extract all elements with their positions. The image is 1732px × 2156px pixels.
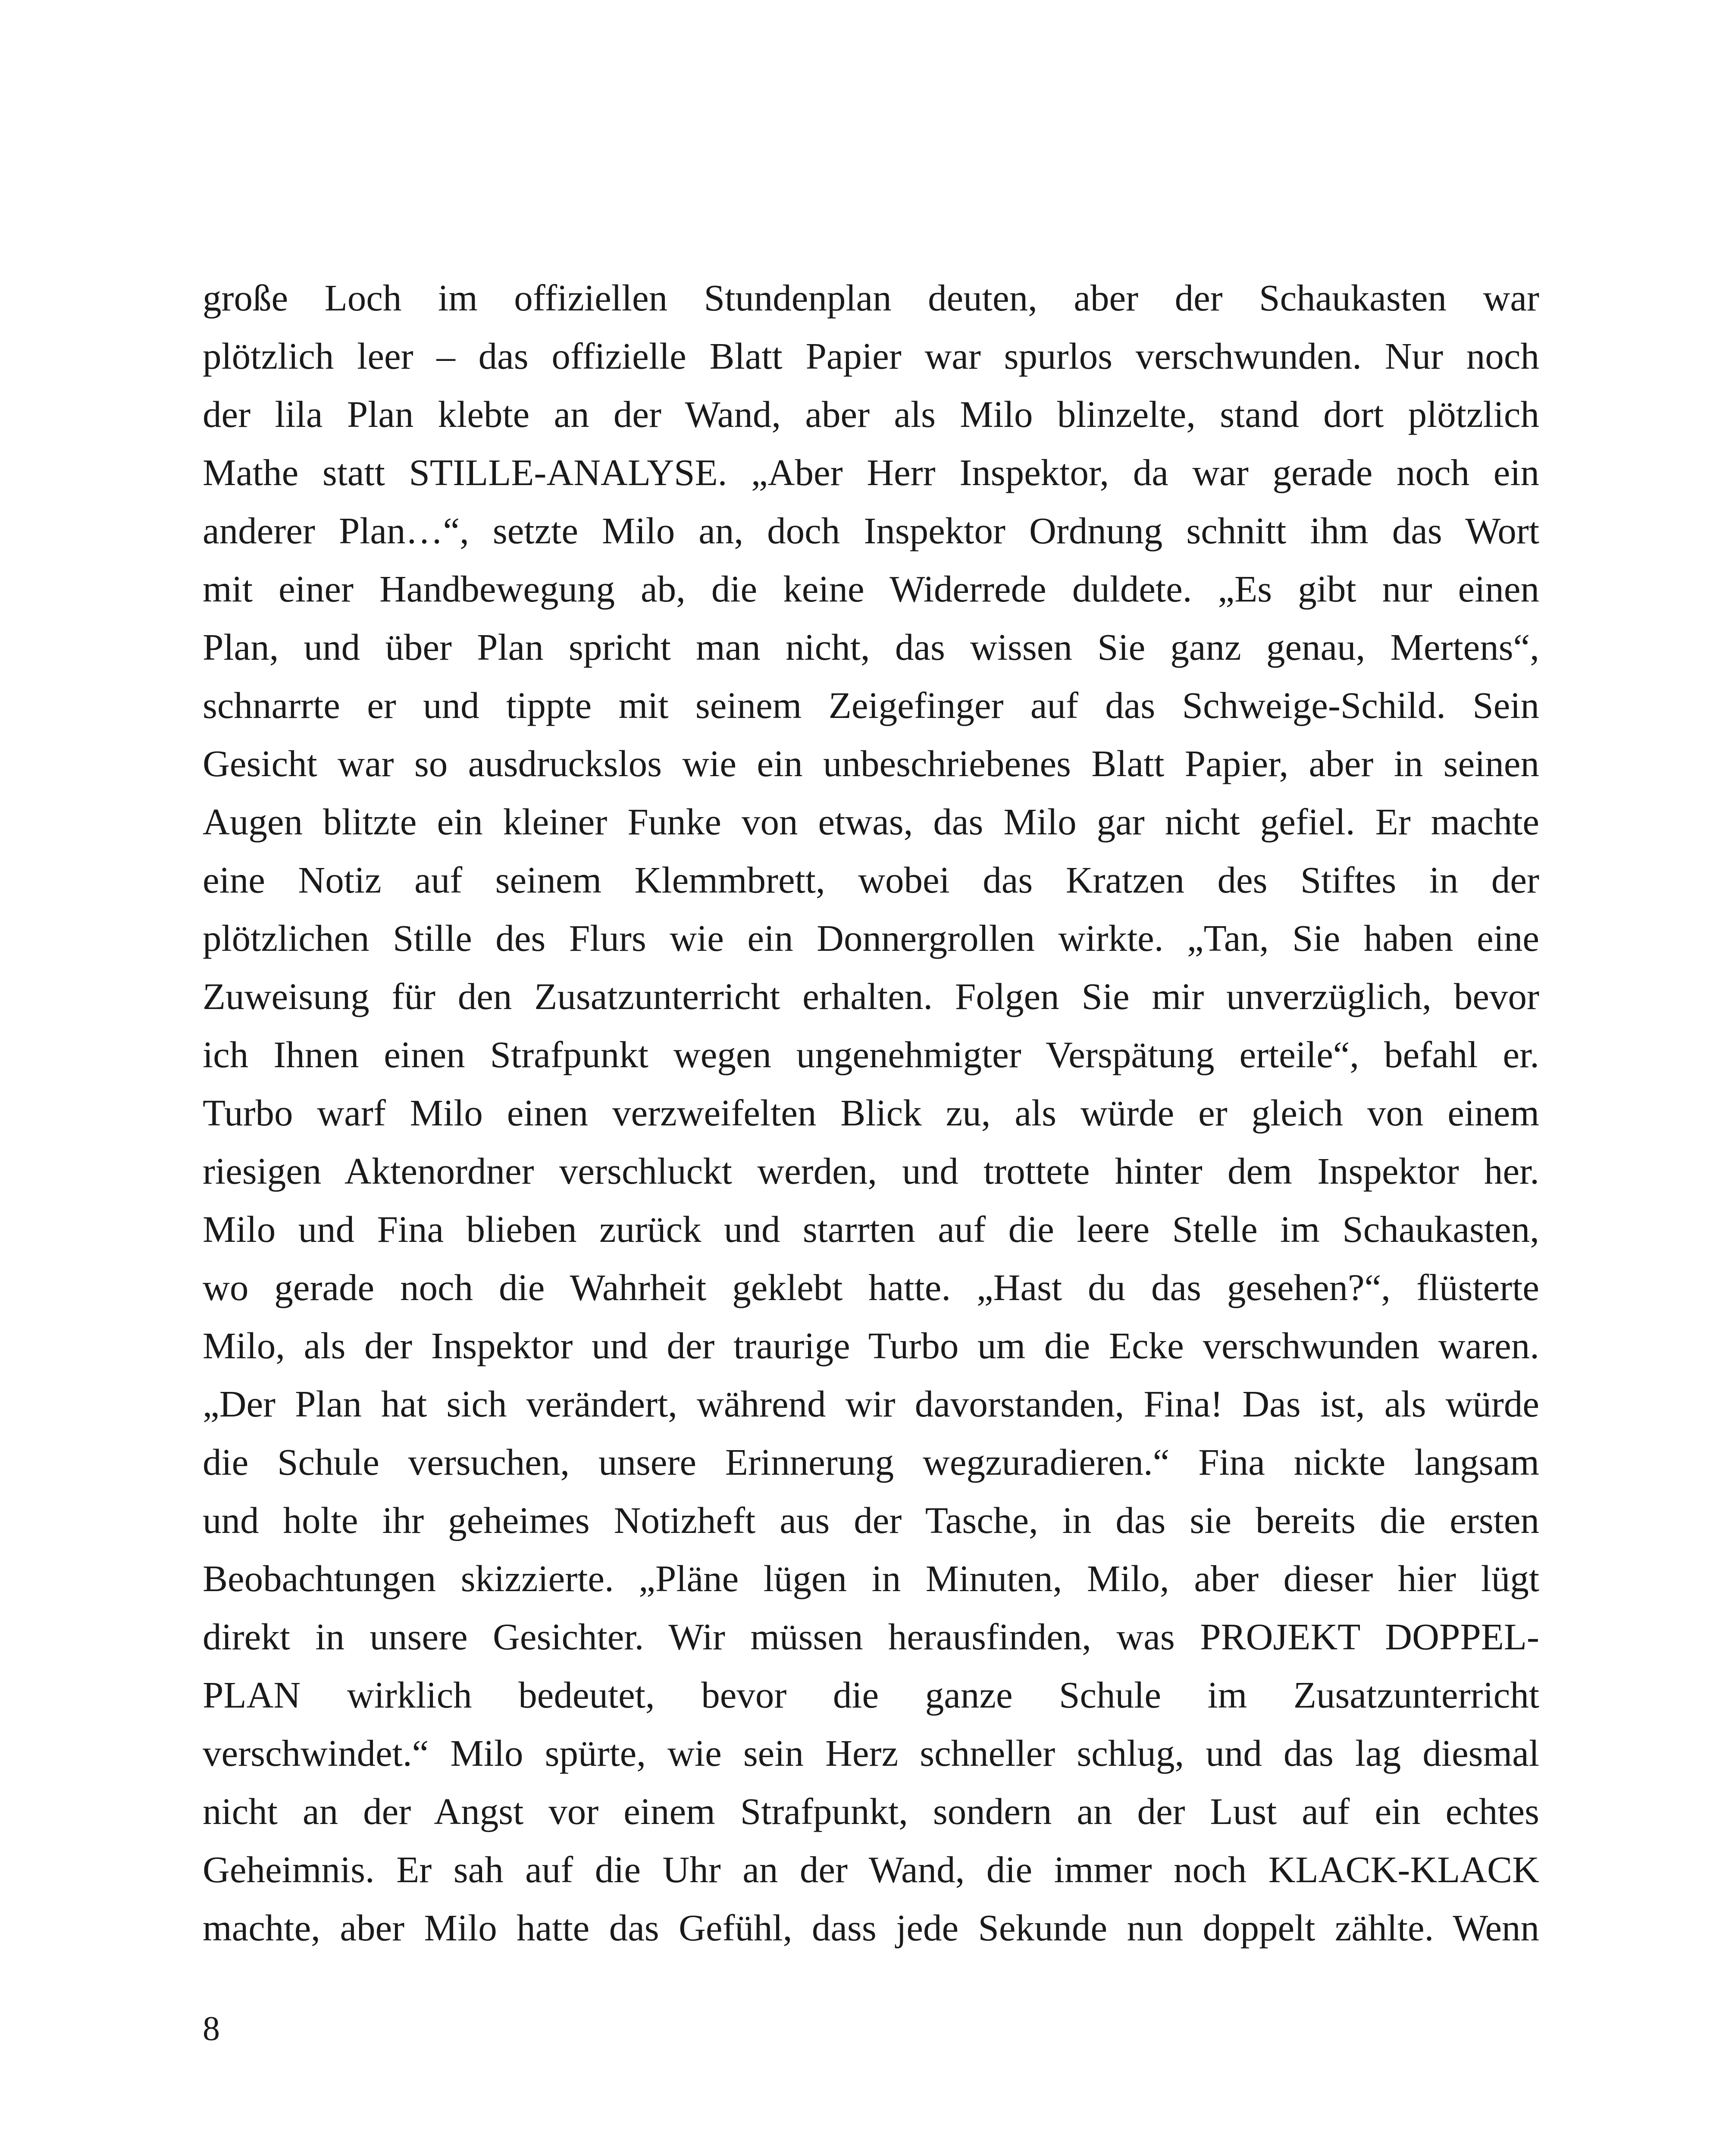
text-line: Gesicht war so ausdruckslos wie ein unbeschriebenes Blatt Papier, aber in seinen	[203, 743, 1539, 784]
text-line: Zuweisung für den Zusatzunterricht erhalten. Folgen Sie mir unverzüglich, bevor	[203, 975, 1539, 1017]
text-line: anderer Plan…“, setzte Milo an, doch Inspektor Ordnung schnitt ihm das Wort	[203, 510, 1539, 552]
text-line: der lila Plan klebte an der Wand, aber als Milo blinzelte, stand dort plötzlich	[203, 393, 1539, 435]
text-line: wo gerade noch die Wahrheit geklebt hatte. „Hast du das gesehen?“, flüsterte	[203, 1266, 1539, 1308]
text-line: nicht an der Angst vor einem Strafpunkt, sondern an der Lust auf ein echtes	[203, 1790, 1539, 1832]
text-line: riesigen Aktenordner verschluckt werden, und trottete hinter dem Inspektor her.	[203, 1150, 1539, 1192]
text-line: Geheimnis. Er sah auf die Uhr an der Wand, die immer noch KLACK-KLACK	[203, 1849, 1539, 1890]
text-line: Augen blitzte ein kleiner Funke von etwas, das Milo gar nicht gefiel. Er machte	[203, 801, 1539, 843]
text-line: die Schule versuchen, unsere Erinnerung wegzuradieren.“ Fina nickte langsam	[203, 1441, 1539, 1483]
text-line: Milo, als der Inspektor und der traurige Turbo um die Ecke verschwunden waren.	[203, 1325, 1539, 1366]
text-line: mit einer Handbewegung ab, die keine Widerrede duldete. „Es gibt nur einen	[203, 568, 1539, 610]
text-line: „Der Plan hat sich verändert, während wir davorstanden, Fina! Das ist, als würde	[203, 1383, 1539, 1425]
text-line: Plan, und über Plan spricht man nicht, das wissen Sie ganz genau, Mertens“,	[203, 626, 1539, 668]
text-line: ich Ihnen einen Strafpunkt wegen ungenehmigter Verspätung erteile“, befahl er.	[203, 1034, 1539, 1075]
text-line: plötzlich leer – das offizielle Blatt Papier war spurlos verschwunden. Nur noch	[203, 335, 1539, 377]
body-text	[203, 269, 1539, 1957]
text-line: PLAN wirklich bedeutet, bevor die ganze Schule im Zusatzunterricht	[203, 1674, 1539, 1716]
text-line: verschwindet.“ Milo spürte, wie sein Herz schneller schlug, und das lag diesmal	[203, 1732, 1539, 1774]
text-line: große Loch im offiziellen Stundenplan deuten, aber der Schaukasten war	[203, 277, 1539, 319]
text-line: Mathe statt STILLE-ANALYSE. „Aber Herr Inspektor, da war gerade noch ein	[203, 451, 1539, 493]
page-number: 8	[203, 2010, 220, 2048]
text-line: eine Notiz auf seinem Klemmbrett, wobei das Kratzen des Stiftes in der	[203, 859, 1539, 901]
text-line: plötzlichen Stille des Flurs wie ein Donnergrollen wirkte. „Tan, Sie haben eine	[203, 917, 1539, 959]
text-line: Turbo warf Milo einen verzweifelten Blick zu, als würde er gleich von einem	[203, 1092, 1539, 1134]
text-line: und holte ihr geheimes Notizheft aus der Tasche, in das sie bereits die ersten	[203, 1499, 1539, 1541]
text-line: direkt in unsere Gesichter. Wir müssen herausfinden, was PROJEKT DOPPEL-	[203, 1616, 1539, 1658]
text-line: machte, aber Milo hatte das Gefühl, dass jede Sekunde nun doppelt zählte. Wenn	[203, 1907, 1539, 1949]
text-line: Milo und Fina blieben zurück und starrten auf die leere Stelle im Schaukasten,	[203, 1208, 1539, 1250]
text-line: Beobachtungen skizzierte. „Pläne lügen in Minuten, Milo, aber dieser hier lügt	[203, 1557, 1539, 1599]
text-line: schnarrte er und tippte mit seinem Zeigefinger auf das Schweige-Schild. Sein	[203, 684, 1539, 726]
